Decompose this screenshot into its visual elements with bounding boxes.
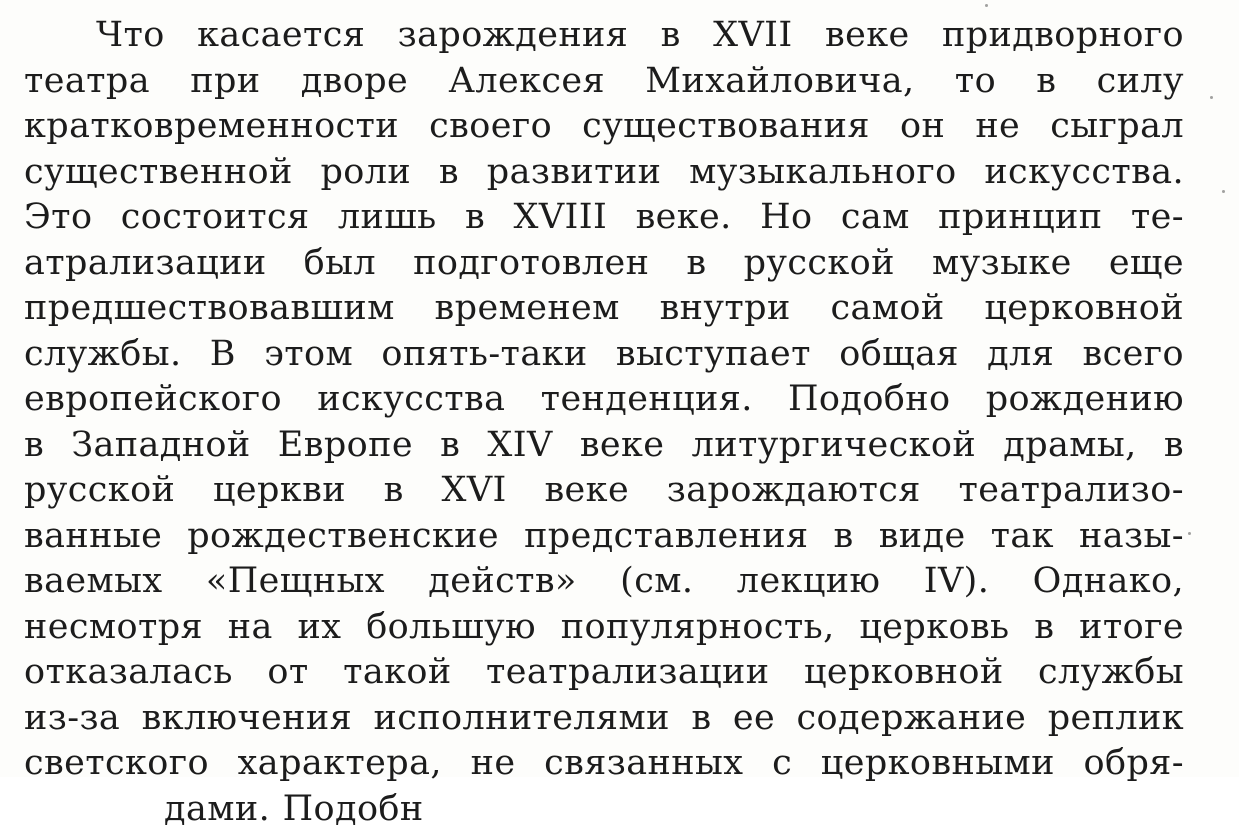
text-line: предшествовавшим временем внутри самой церковной: [24, 288, 1184, 328]
text-line: русской церкви в XVI веке зарождаются театрализо-: [24, 470, 1184, 510]
text-line: кратковременности своего существования он не сыграл: [24, 106, 1184, 146]
text-line: отказалась от такой театрализации церковной службы: [24, 652, 1184, 692]
text-line: ванные рождественские представления в виде так назы-: [24, 515, 1184, 556]
text-line: атрализации был подготовлен в русской музыке еще: [24, 242, 1184, 283]
text-line: службы. В этом опять-таки выступает общая для всего: [24, 333, 1184, 374]
text-line: ваемых «Пещных действ» (см. лекцию IV). Однако,: [24, 561, 1184, 601]
body-text: [24, 13, 1184, 829]
text-line: несмотря на их большую популярность, церковь в итоге: [24, 606, 1184, 647]
text-line: существенной роли в развитии музыкального искусства.: [24, 151, 1184, 192]
text-line: в Западной Европе в XIV веке литургической драмы, в: [24, 424, 1184, 465]
text-line-partial: дами. Подобн: [164, 788, 424, 829]
scan-speck: [1188, 532, 1191, 535]
text-line: театра при дворе Алексея Михайловича, то в силу: [24, 60, 1184, 101]
text-line: Это состоится лишь в XVIII веке. Но сам принцип те-: [24, 197, 1184, 237]
scan-speck: [1222, 190, 1225, 193]
scan-speck: [985, 4, 988, 7]
scan-speck: [1210, 96, 1213, 99]
text-line: европейского искусства тенденция. Подобно рождению: [24, 379, 1184, 419]
text-line: из-за включения исполнителями в ее содержание реплик: [24, 697, 1184, 738]
text-line: светского характера, не связанных с церковными обря-: [24, 743, 1184, 783]
text-line: Что касается зарождения в XVII веке придворного: [96, 15, 1184, 55]
